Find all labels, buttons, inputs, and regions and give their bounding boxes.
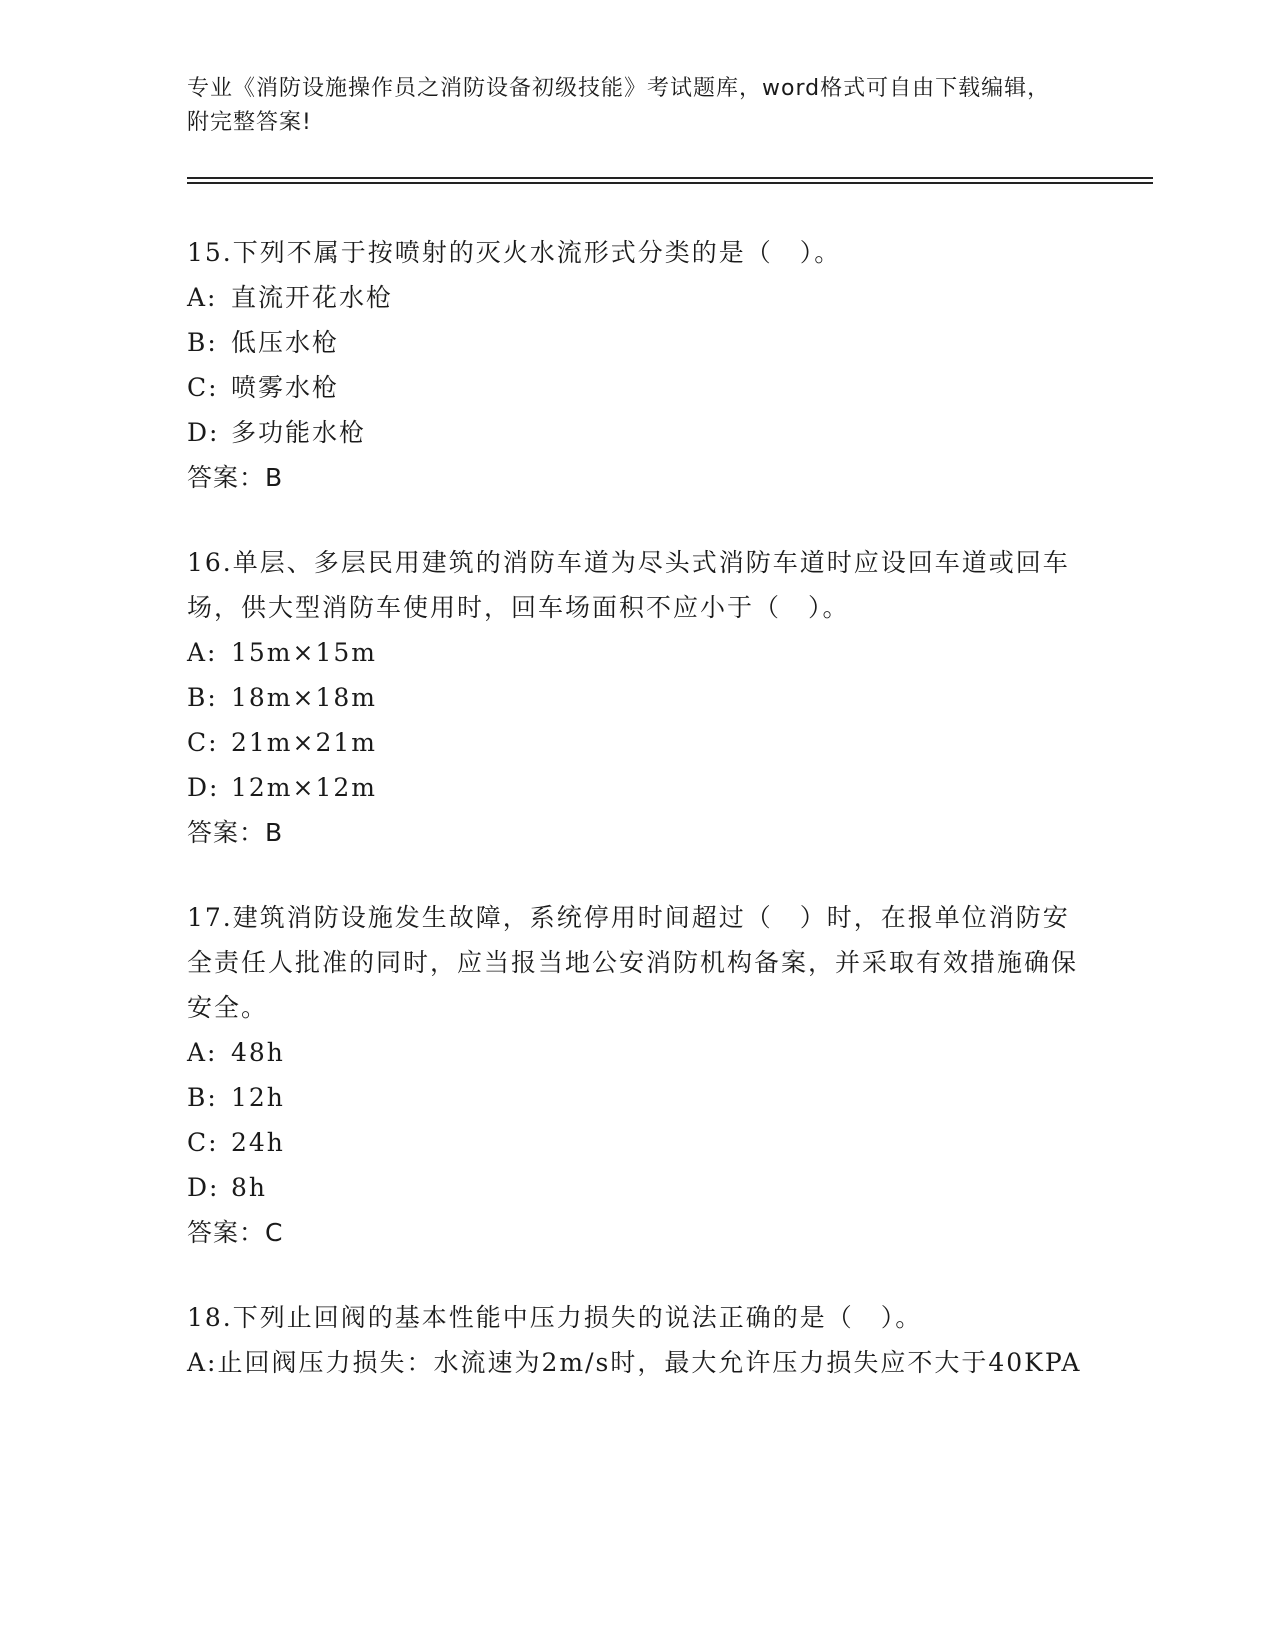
answer: 答案：C [187, 1218, 284, 1247]
option-key: A: [187, 1348, 218, 1377]
option-key: A: [187, 283, 218, 312]
option-c [187, 365, 1087, 410]
option-c [187, 720, 1087, 765]
question-17 [187, 895, 1087, 1255]
option-b [187, 1075, 1087, 1120]
question-stem: 18.下列止回阀的基本性能中压力损失的说法正确的是（ ）。 [187, 1303, 923, 1332]
option-text: 48h [231, 1038, 285, 1067]
option-text: 24h [231, 1128, 285, 1157]
header-divider-top [187, 177, 1153, 179]
option-d [187, 410, 1087, 455]
option-text: 12h [231, 1083, 285, 1112]
option-text: 21m×21m [231, 728, 377, 757]
option-d [187, 765, 1087, 810]
option-text: 15m×15m [231, 638, 377, 667]
question-stem: 16.单层、多层民用建筑的消防车道为尽头式消防车道时应设回车道或回车场，供大型消防车使用时，回车场面积不应小于（ ）。 [187, 548, 1070, 622]
option-text: 12m×12m [231, 773, 377, 802]
option-key: A: [187, 638, 218, 667]
option-text: 8h [231, 1173, 268, 1202]
option-a [187, 1340, 1087, 1385]
answer: 答案：B [187, 463, 284, 492]
option-b [187, 320, 1087, 365]
option-key: A: [187, 1038, 218, 1067]
option-key: C: [187, 373, 219, 402]
option-key: D: [187, 1173, 220, 1202]
question-16 [187, 540, 1087, 855]
option-a [187, 630, 1087, 675]
option-text: 多功能水枪 [231, 418, 367, 447]
option-b [187, 675, 1087, 720]
option-c [187, 1120, 1087, 1165]
option-text: 18m×18m [231, 683, 377, 712]
header-divider-bottom [187, 182, 1153, 184]
option-key: C: [187, 1128, 219, 1157]
option-key: D: [187, 773, 220, 802]
document-header: 专业《消防设施操作员之消防设备初级技能》考试题库，word格式可自由下载编辑，附完整答案! [187, 76, 1051, 135]
option-key: B: [187, 1083, 218, 1112]
option-key: D: [187, 418, 220, 447]
question-15 [187, 230, 1087, 500]
option-key: B: [187, 328, 218, 357]
question-stem: 17.建筑消防设施发生故障，系统停用时间超过（ ）时，在报单位消防安全责任人批准的同时，应当报当地公安消防机构备案，并采取有效措施确保安全。 [187, 903, 1079, 1022]
option-text: 直流开花水枪 [231, 283, 394, 312]
question-stem: 15.下列不属于按喷射的灭火水流形式分类的是（ ）。 [187, 238, 842, 267]
option-a [187, 275, 1087, 320]
question-18 [187, 1295, 1087, 1385]
question-list [187, 230, 1087, 1425]
option-text: 止回阀压力损失：水流速为2m/s时，最大允许压力损失应不大于40KPA [217, 1348, 1082, 1377]
option-a [187, 1030, 1087, 1075]
option-text: 喷雾水枪 [231, 373, 340, 402]
option-text: 低压水枪 [231, 328, 340, 357]
option-key: C: [187, 728, 219, 757]
option-key: B: [187, 683, 218, 712]
option-d [187, 1165, 1087, 1210]
answer: 答案：B [187, 818, 284, 847]
